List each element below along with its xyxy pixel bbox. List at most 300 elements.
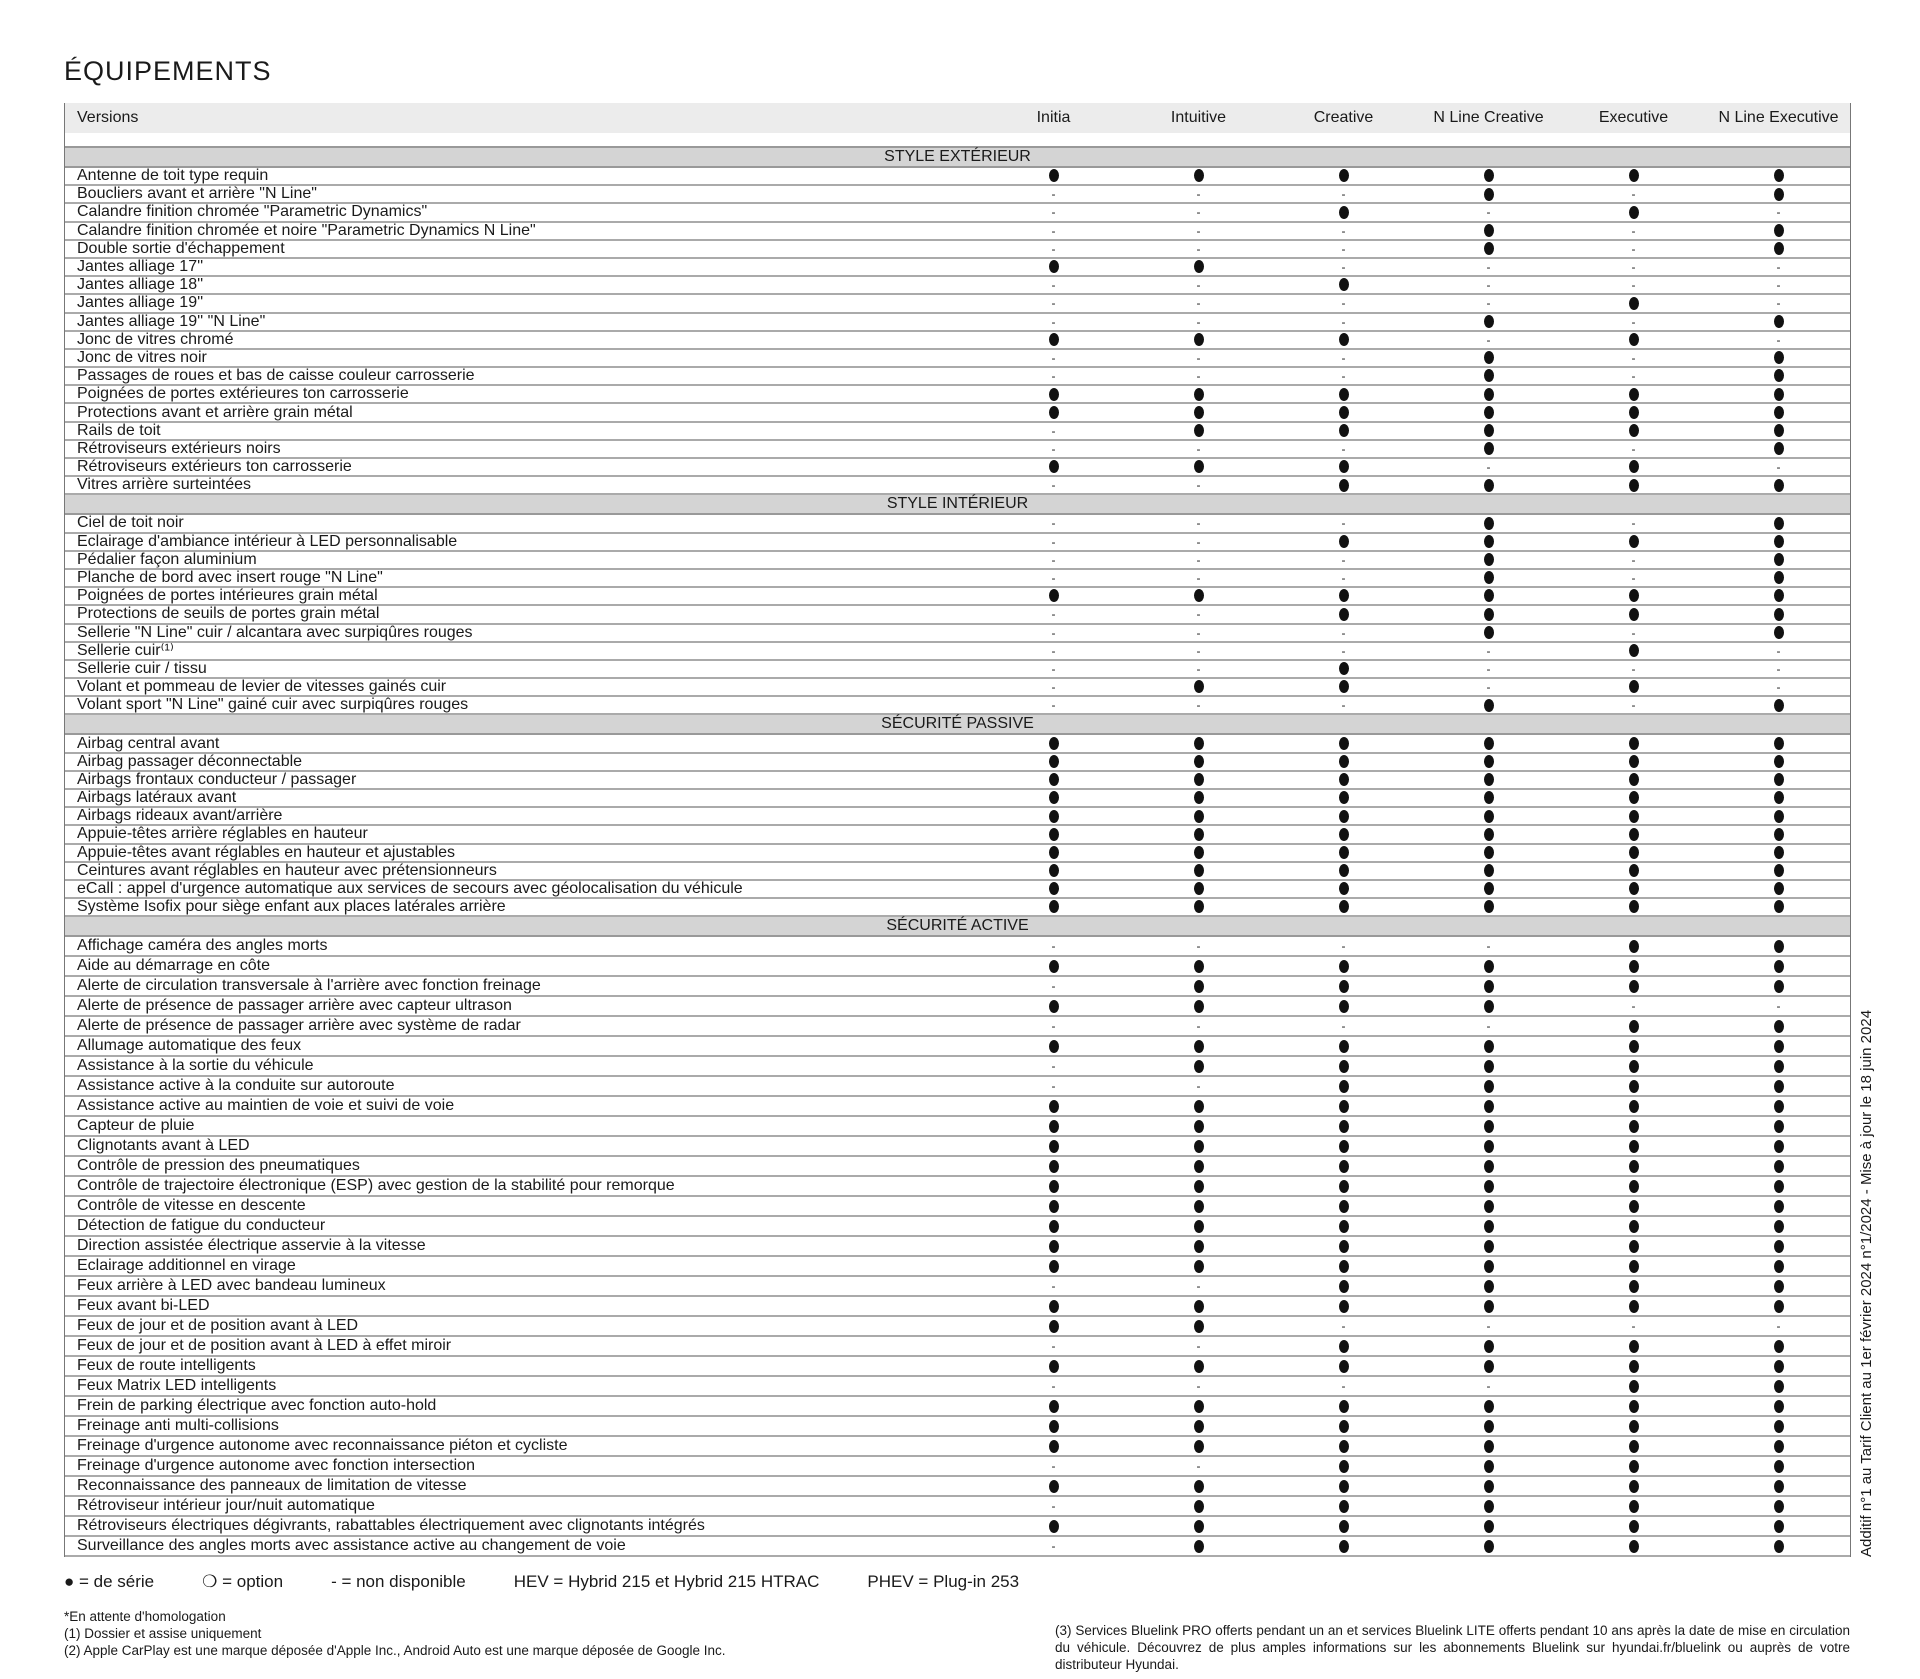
unavailable-dash-cell [981, 937, 1126, 955]
unavailable-dash-cell [981, 1057, 1126, 1075]
table-row [65, 1177, 1850, 1197]
standard-dot-cell [1271, 1077, 1416, 1095]
dash-mark: - [1196, 296, 1201, 311]
standard-dot-cell [1126, 259, 1271, 276]
standard-dot-cell [981, 1437, 1126, 1455]
standard-dot-cell [1561, 1437, 1706, 1455]
standard-dot-cell [1271, 1497, 1416, 1515]
unavailable-dash-cell [1561, 441, 1706, 458]
standard-dot-cell [1706, 625, 1850, 642]
table-row [65, 515, 1850, 533]
dot-icon [1339, 278, 1349, 291]
unavailable-dash-cell [1271, 1317, 1416, 1335]
standard-dot-cell [1416, 1077, 1561, 1095]
standard-dot-cell [981, 1257, 1126, 1275]
dash-mark: - [1631, 278, 1636, 293]
dash-mark: - [1341, 698, 1346, 713]
unavailable-dash-cell [1706, 679, 1850, 696]
dot-icon [1339, 406, 1349, 419]
standard-dot-cell [1126, 863, 1271, 880]
dot-icon [1774, 224, 1784, 237]
dash-mark: - [1196, 205, 1201, 220]
unavailable-dash-cell [1126, 1277, 1271, 1295]
table-row [65, 386, 1850, 404]
standard-dot-cell [1706, 863, 1850, 880]
dash-mark: - [1196, 187, 1201, 202]
standard-dot-cell [981, 1297, 1126, 1315]
dot-icon [1484, 1040, 1494, 1053]
feature-label: Jantes alliage 19'' "N Line" [77, 313, 266, 330]
unavailable-dash-cell [1706, 459, 1850, 476]
dot-icon [1339, 1340, 1349, 1353]
standard-dot-cell [1126, 997, 1271, 1015]
standard-dot-cell [1271, 1057, 1416, 1075]
dot-icon [1049, 1180, 1059, 1193]
dot-icon [1049, 1260, 1059, 1273]
table-body [65, 148, 1850, 1557]
unavailable-dash-cell [1561, 997, 1706, 1015]
feature-label: Ciel de toit noir [77, 515, 184, 532]
dot-icon [1194, 810, 1204, 823]
dot-icon [1774, 1020, 1784, 1033]
standard-dot-cell [1271, 1117, 1416, 1135]
dot-icon [1484, 315, 1494, 328]
standard-dot-cell [1416, 606, 1561, 623]
feature-label: Vitres arrière surteintées [77, 477, 251, 494]
standard-dot-cell [1271, 977, 1416, 995]
unavailable-dash-cell [981, 368, 1126, 385]
dot-icon [1484, 1260, 1494, 1273]
standard-dot-cell [1416, 404, 1561, 421]
dot-icon [1629, 460, 1639, 473]
dot-icon [1194, 1500, 1204, 1513]
dot-icon [1339, 1140, 1349, 1153]
dot-icon [1339, 1120, 1349, 1133]
dot-icon [1774, 388, 1784, 401]
table-row [65, 1537, 1850, 1557]
standard-dot-cell [1706, 957, 1850, 975]
standard-dot-cell [1271, 735, 1416, 752]
table-row [65, 186, 1850, 204]
dash-mark: - [1631, 625, 1636, 640]
header-spacer [65, 133, 1850, 148]
table-row [65, 863, 1850, 881]
dot-icon [1484, 517, 1494, 530]
version-initia: Initia [1036, 109, 1071, 126]
feature-label: Alerte de présence de passager arrière avec système de radar [77, 1017, 521, 1035]
dot-icon [1194, 1520, 1204, 1533]
standard-dot-cell [1416, 997, 1561, 1015]
standard-dot-cell [1416, 899, 1561, 916]
standard-dot-cell [1561, 977, 1706, 995]
standard-dot-cell [1126, 772, 1271, 789]
dot-icon [1484, 1060, 1494, 1073]
dot-icon [1774, 900, 1784, 913]
table-row [65, 1397, 1850, 1417]
dot-icon [1194, 1160, 1204, 1173]
dash-mark: - [1051, 423, 1056, 438]
dot-icon [1484, 846, 1494, 859]
dot-icon [1339, 1260, 1349, 1273]
dot-icon [1049, 1120, 1059, 1133]
feature-label: Freinage anti multi-collisions [77, 1417, 279, 1435]
unavailable-dash-cell [1271, 552, 1416, 569]
standard-dot-cell [1561, 1257, 1706, 1275]
standard-dot-cell [1126, 588, 1271, 605]
dash-mark: - [1341, 314, 1346, 329]
dash-mark: - [1196, 223, 1201, 238]
standard-dot-cell [1126, 1117, 1271, 1135]
standard-dot-cell [1706, 808, 1850, 825]
dash-mark: - [1341, 1379, 1346, 1394]
dot-icon [1339, 589, 1349, 602]
unavailable-dash-cell [1271, 515, 1416, 532]
standard-dot-cell [1416, 957, 1561, 975]
dot-icon [1339, 662, 1349, 675]
standard-dot-cell [1271, 1437, 1416, 1455]
dash-mark: - [1486, 1019, 1491, 1034]
standard-dot-cell [981, 772, 1126, 789]
standard-dot-cell [1126, 1217, 1271, 1235]
table-row [65, 1077, 1850, 1097]
table-row [65, 314, 1850, 332]
feature-label: Rétroviseurs électriques dégivrants, rabattables électriquement avec clignotants intégrés [77, 1517, 705, 1535]
dot-icon [1484, 864, 1494, 877]
dot-icon [1774, 846, 1784, 859]
standard-dot-cell [1416, 1217, 1561, 1235]
dash-mark: - [1776, 205, 1781, 220]
dash-mark: - [1051, 939, 1056, 954]
standard-dot-cell [1271, 1257, 1416, 1275]
standard-dot-cell [1416, 845, 1561, 862]
dot-icon [1049, 1480, 1059, 1493]
dot-icon [1049, 900, 1059, 913]
standard-dot-cell [981, 1517, 1126, 1535]
unavailable-dash-cell [1126, 1337, 1271, 1355]
table-row [65, 570, 1850, 588]
standard-dot-cell [1416, 1357, 1561, 1375]
dot-icon [1194, 791, 1204, 804]
dash-mark: - [1486, 460, 1491, 475]
dot-icon [1339, 1000, 1349, 1013]
standard-dot-cell [1271, 1277, 1416, 1295]
dot-icon [1484, 699, 1494, 712]
standard-dot-cell [1706, 1117, 1850, 1135]
dot-icon [1484, 369, 1494, 382]
standard-dot-cell [1126, 735, 1271, 752]
dot-icon [1049, 406, 1059, 419]
dot-icon [1629, 882, 1639, 895]
standard-dot-cell [1561, 606, 1706, 623]
standard-dot-cell [1126, 1497, 1271, 1515]
dot-icon [1484, 406, 1494, 419]
unavailable-dash-cell [1561, 368, 1706, 385]
dash-mark: - [1341, 350, 1346, 365]
table-row [65, 1057, 1850, 1077]
standard-dot-cell [981, 1137, 1126, 1155]
unavailable-dash-cell [1706, 661, 1850, 678]
standard-dot-cell [1561, 1077, 1706, 1095]
unavailable-dash-cell [1271, 1377, 1416, 1395]
dot-icon [1194, 755, 1204, 768]
unavailable-dash-cell [1126, 241, 1271, 258]
dot-icon [1194, 1360, 1204, 1373]
dot-icon [1339, 1480, 1349, 1493]
feature-label: Airbag passager déconnectable [77, 753, 303, 770]
dash-mark: - [1631, 999, 1636, 1014]
dash-mark: - [1051, 698, 1056, 713]
dot-icon [1194, 388, 1204, 401]
feature-label: Affichage caméra des angles morts [77, 937, 328, 955]
standard-dot-cell [1706, 241, 1850, 258]
unavailable-dash-cell [1126, 314, 1271, 331]
dot-icon [1484, 242, 1494, 255]
table-row [65, 1037, 1850, 1057]
standard-dot-cell [1416, 1197, 1561, 1215]
table-row [65, 661, 1850, 679]
feature-label: Direction assistée électrique asservie à la vitesse [77, 1237, 426, 1255]
unavailable-dash-cell [981, 643, 1126, 660]
unavailable-dash-cell [981, 661, 1126, 678]
version-creative: Creative [1313, 109, 1374, 126]
feature-label: Surveillance des angles morts avec assistance active au changement de voie [77, 1537, 626, 1555]
dot-icon [1194, 680, 1204, 693]
dash-mark: - [1196, 571, 1201, 586]
dash-mark: - [1341, 1019, 1346, 1034]
standard-dot-cell [1416, 552, 1561, 569]
dot-icon [1194, 980, 1204, 993]
unavailable-dash-cell [1416, 643, 1561, 660]
dot-icon [1629, 980, 1639, 993]
dot-icon [1484, 1080, 1494, 1093]
dot-icon [1774, 535, 1784, 548]
table-row [65, 772, 1850, 790]
standard-dot-cell [1416, 1417, 1561, 1435]
standard-dot-cell [1706, 1217, 1850, 1235]
dot-icon [1629, 169, 1639, 182]
standard-dot-cell [1561, 1057, 1706, 1075]
dot-icon [1629, 1520, 1639, 1533]
standard-dot-cell [1706, 754, 1850, 771]
dot-icon [1339, 608, 1349, 621]
feature-label: Jonc de vitres noir [77, 349, 207, 366]
dot-icon [1484, 1140, 1494, 1153]
standard-dot-cell [981, 754, 1126, 771]
dash-mark: - [1631, 571, 1636, 586]
dot-icon [1194, 1000, 1204, 1013]
table-row [65, 168, 1850, 186]
dot-icon [1049, 737, 1059, 750]
dash-mark: - [1341, 223, 1346, 238]
dot-icon [1339, 1100, 1349, 1113]
dot-icon [1049, 388, 1059, 401]
dash-mark: - [1486, 296, 1491, 311]
dot-icon [1484, 1500, 1494, 1513]
standard-dot-cell [1561, 1137, 1706, 1155]
table-header [65, 103, 1850, 133]
standard-dot-cell [1416, 588, 1561, 605]
dot-icon [1484, 442, 1494, 455]
table-row [65, 790, 1850, 808]
standard-dot-cell [1416, 570, 1561, 587]
standard-dot-cell [1706, 977, 1850, 995]
standard-dot-cell [1706, 1177, 1850, 1195]
standard-dot-cell [1561, 168, 1706, 185]
dot-icon [1774, 810, 1784, 823]
dash-mark: - [1051, 625, 1056, 640]
unavailable-dash-cell [981, 1017, 1126, 1035]
dot-icon [1484, 1280, 1494, 1293]
dot-icon [1339, 1440, 1349, 1453]
dot-icon [1774, 755, 1784, 768]
dot-icon [1629, 1460, 1639, 1473]
standard-dot-cell [1561, 643, 1706, 660]
dot-icon [1049, 755, 1059, 768]
standard-dot-cell [1561, 1337, 1706, 1355]
unavailable-dash-cell [981, 977, 1126, 995]
table-row [65, 1457, 1850, 1477]
dash-mark: - [1051, 1079, 1056, 1094]
version-intuitive: Intuitive [1170, 109, 1227, 126]
unavailable-dash-cell [1706, 277, 1850, 294]
table-row [65, 1517, 1850, 1537]
standard-dot-cell [981, 404, 1126, 421]
dot-icon [1049, 1200, 1059, 1213]
dash-mark: - [1776, 680, 1781, 695]
table-row [65, 679, 1850, 697]
standard-dot-cell [981, 588, 1126, 605]
table-row [65, 826, 1850, 844]
unavailable-dash-cell [1416, 277, 1561, 294]
dot-icon [1484, 980, 1494, 993]
section [65, 715, 1850, 917]
feature-label: Sellerie cuir⁽¹⁾ [77, 642, 174, 659]
standard-dot-cell [1706, 1097, 1850, 1115]
standard-dot-cell [1706, 1517, 1850, 1535]
table-row [65, 1297, 1850, 1317]
dot-icon [1339, 773, 1349, 786]
dash-mark: - [1776, 460, 1781, 475]
dot-icon [1629, 1200, 1639, 1213]
standard-dot-cell [1561, 459, 1706, 476]
standard-dot-cell [1416, 386, 1561, 403]
unavailable-dash-cell [1126, 295, 1271, 312]
dot-icon [1484, 169, 1494, 182]
dash-mark: - [1196, 1339, 1201, 1354]
dot-icon [1339, 1200, 1349, 1213]
standard-dot-cell [1416, 368, 1561, 385]
standard-dot-cell [1126, 1237, 1271, 1255]
standard-dot-cell [1561, 204, 1706, 221]
dash-mark: - [1051, 534, 1056, 549]
unavailable-dash-cell [981, 515, 1126, 532]
standard-dot-cell [1706, 1497, 1850, 1515]
dot-icon [1484, 188, 1494, 201]
dot-icon [1339, 1460, 1349, 1473]
dot-icon [1774, 315, 1784, 328]
dot-icon [1339, 535, 1349, 548]
standard-dot-cell [1416, 1297, 1561, 1315]
table-row [65, 259, 1850, 277]
table-row [65, 204, 1850, 222]
table-row [65, 441, 1850, 459]
standard-dot-cell [1561, 1037, 1706, 1055]
dash-mark: - [1631, 698, 1636, 713]
dot-icon [1629, 297, 1639, 310]
dot-icon [1484, 589, 1494, 602]
standard-dot-cell [1271, 1337, 1416, 1355]
standard-dot-cell [1706, 1297, 1850, 1315]
dot-icon [1629, 388, 1639, 401]
dot-icon [1774, 1440, 1784, 1453]
unavailable-dash-cell [981, 295, 1126, 312]
standard-dot-cell [1126, 845, 1271, 862]
dot-icon [1339, 980, 1349, 993]
unavailable-dash-cell [1416, 1377, 1561, 1395]
table-row [65, 552, 1850, 570]
standard-dot-cell [1561, 845, 1706, 862]
table-row [65, 332, 1850, 350]
dot-icon [1049, 169, 1059, 182]
dot-icon [1774, 1100, 1784, 1113]
dot-icon [1049, 1140, 1059, 1153]
table-row [65, 625, 1850, 643]
standard-dot-cell [1126, 1257, 1271, 1275]
standard-dot-cell [1271, 404, 1416, 421]
legend-hev: HEV = Hybrid 215 et Hybrid 215 HTRAC [513, 1572, 820, 1591]
dash-mark: - [1051, 552, 1056, 567]
standard-dot-cell [1706, 570, 1850, 587]
standard-dot-cell [1271, 1297, 1416, 1315]
standard-dot-cell [1416, 977, 1561, 995]
unavailable-dash-cell [981, 1077, 1126, 1095]
table-row [65, 588, 1850, 606]
standard-dot-cell [1416, 1237, 1561, 1255]
standard-dot-cell [981, 1417, 1126, 1435]
dot-icon [1484, 882, 1494, 895]
unavailable-dash-cell [1416, 332, 1561, 349]
standard-dot-cell [1271, 277, 1416, 294]
dash-mark: - [1631, 187, 1636, 202]
dot-icon [1774, 1500, 1784, 1513]
dot-icon [1339, 810, 1349, 823]
dot-icon [1194, 846, 1204, 859]
standard-dot-cell [1416, 1097, 1561, 1115]
dash-mark: - [1196, 643, 1201, 658]
standard-dot-cell [1126, 168, 1271, 185]
feature-label: Frein de parking électrique avec fonction auto-hold [77, 1397, 437, 1415]
standard-dot-cell [981, 863, 1126, 880]
dot-icon [1774, 1220, 1784, 1233]
unavailable-dash-cell [981, 679, 1126, 696]
standard-dot-cell [981, 1317, 1126, 1335]
dash-mark: - [1051, 1459, 1056, 1474]
section-heading: STYLE EXTÉRIEUR [65, 148, 1850, 168]
version-n-line-creative: N Line Creative [1433, 109, 1544, 126]
dot-icon [1339, 169, 1349, 182]
dash-mark: - [1486, 1319, 1491, 1334]
standard-dot-cell [1706, 441, 1850, 458]
feature-label: Assistance active à la conduite sur autoroute [77, 1077, 395, 1095]
dot-icon [1339, 206, 1349, 219]
dash-mark: - [1486, 332, 1491, 347]
dot-icon [1339, 960, 1349, 973]
standard-dot-cell [1416, 186, 1561, 203]
standard-dot-cell [1271, 477, 1416, 494]
dash-mark: - [1341, 939, 1346, 954]
feature-label: Jantes alliage 18'' [77, 277, 204, 294]
standard-dot-cell [981, 1177, 1126, 1195]
